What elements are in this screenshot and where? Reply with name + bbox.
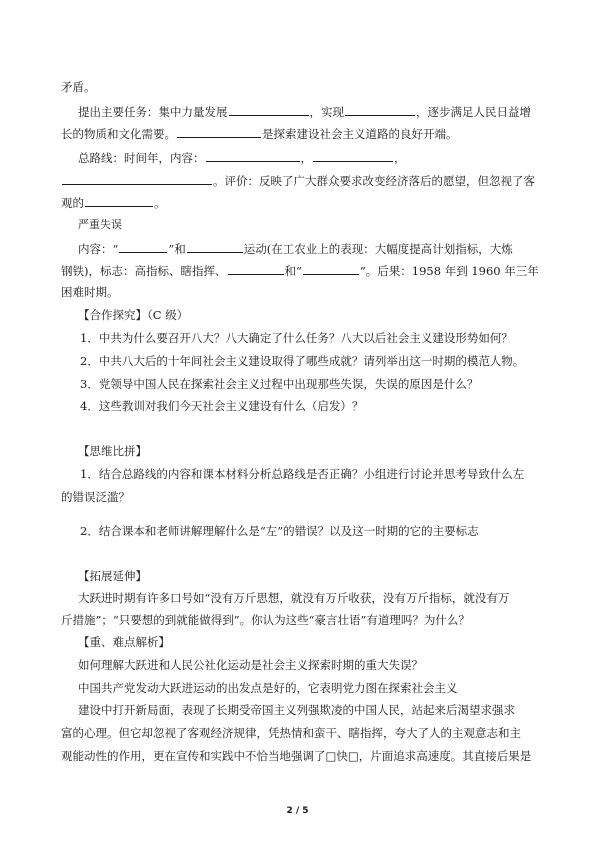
fill-blank [228,262,284,275]
question-item [80,523,560,539]
fill-blank [229,103,309,116]
text-line [61,262,541,279]
text-span: 。 [154,196,166,210]
fill-blank [345,103,415,116]
text-line [78,590,558,606]
text-span: 2．中共八大后的十年间社会主义建设取得了哪些成就？请列举出这一时期的模范人物。 [80,354,525,368]
fill-blank [303,262,359,275]
page-number: 2 / 5 [286,806,309,816]
section-heading-extension [78,568,558,584]
text-line [78,680,558,696]
text-span: 是探索建设社会主义道路的良好开端。 [262,127,458,141]
text-span: 严重失误 [78,218,122,231]
text-span: ，实现 [309,105,344,119]
text-span: 【重、难点解析】 [78,635,170,649]
text-line [78,657,558,673]
text-span: 总路线：时间年，内容： [78,151,205,165]
fill-blank [313,149,393,162]
text-line [61,489,541,505]
section-heading-analysis [78,634,558,650]
text-span: 如何理解大跃进和人民公社化运动是社会主义探索时期的重大失误？ [78,658,423,672]
text-span: 钢铁)，标志：高指标、瞎指挥、 [61,264,227,278]
fill-blank [177,125,261,138]
question-item [80,376,560,392]
text-span: 。评价：反映了广大群众要求改变经济落后的愿望，但忽视了客 [213,174,535,188]
question-item [80,398,560,414]
question-item [80,330,560,346]
text-line [61,284,541,300]
text-line [61,194,541,211]
fill-blank [85,194,153,207]
text-span: 提出主要任务：集中力量发展 [78,105,228,119]
text-line [61,725,541,741]
text-span: 运动(在工农业上的表现：大幅度提高计划指标，大炼 [243,242,513,256]
text-span: ”和 [168,242,186,256]
text-span: 的错误泛滥？ [61,490,130,504]
text-span: 2．结合课本和老师讲解理解什么是“左”的错误？以及这一时期的它的主要标志 [80,524,479,538]
text-span: 观的 [61,196,84,210]
text-line [78,149,558,166]
text-span: ”。后果：1958 年到 1960 年三年 [359,264,539,278]
text-span: 和“ [284,264,302,278]
text-span: 矛盾。 [61,80,96,94]
text-line [61,125,541,142]
text-span: 【合作探究】（C 级） [78,308,189,322]
text-span: 观能动性的作用，更在宣传和实践中不恰当地强调了□快□，片面追求高速度。其直接后果是 [61,749,532,763]
text-span: 长的物质和文化需要。 [61,127,176,141]
text-line [78,103,558,120]
fill-blank [206,149,300,162]
section-heading-cooperation [78,307,558,323]
fill-blank [62,172,212,185]
text-span: 大跃进时期有许多口号如“没有万斤思想，就没有万斤收获，没有万斤指标，就没有万 [78,591,510,605]
text-line [61,748,541,764]
text-line [78,702,558,718]
question-item [80,353,560,369]
fill-blank [119,240,167,253]
text-line [78,240,558,257]
text-span: 斤措施”；“只要想的到就能做得到”。你认为这些“豪言壮语”有道理吗？为什么？ [61,613,470,627]
text-span: 1．中共为什么要召开八大？八大确定了什么任务？八大以后社会主义建设形势如何？ [80,331,513,345]
text-span: 富的心理。但它却忽视了客观经济规律，凭热情和蛮干、瞎指挥，夸大了人的主观意志和主 [61,726,521,740]
text-line [61,79,541,95]
section-heading-thinking [78,443,558,459]
question-item [80,466,560,482]
text-span: 中国共产党发动大跃进运动的出发点是好的，它表明党力图在探索社会主义 [78,681,458,695]
text-line [61,172,541,189]
text-span: 内容：“ [78,242,119,256]
section-subtitle [78,217,558,233]
text-span: 建设中打开新局面，表现了长期受帝国主义列强欺凌的中国人民，站起来后渴望求强求 [78,703,515,717]
text-span: 【思维比拼】 [78,444,147,458]
text-span: ，逐步满足人民日益增 [416,105,531,119]
text-line [61,612,541,628]
text-span: 3．党领导中国人民在探索社会主义过程中出现那些失误，失误的原因是什么？ [80,377,479,391]
text-span: ， [300,151,312,165]
text-span: ， [394,151,406,165]
text-span: 4．这些教训对我们今天社会主义建设有什么（启发）？ [80,399,364,413]
text-span: 困难时期。 [61,285,119,299]
text-span: 1．结合总路线的内容和课本材料分析总路线是否正确？小组进行讨论并思考导致什么左 [80,467,525,481]
fill-blank [187,240,243,253]
text-span: 【拓展延伸】 [78,569,147,583]
